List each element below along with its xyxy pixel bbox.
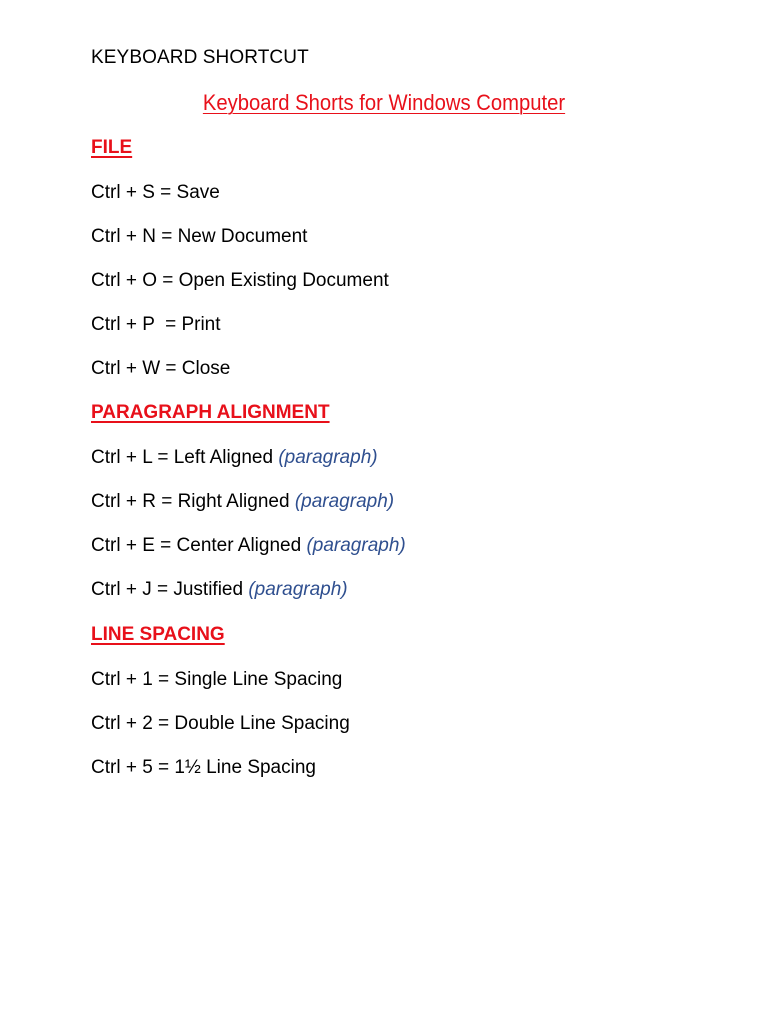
shortcut-line — [91, 182, 220, 204]
shortcut-line — [91, 447, 378, 469]
shortcut-text: Ctrl + S = Save — [91, 182, 220, 203]
shortcut-line — [91, 270, 389, 292]
shortcut-text: Ctrl + O = Open Existing Document — [91, 270, 389, 291]
document-title: Keyboard Shorts for Windows Computer — [202, 90, 566, 115]
shortcut-text: Ctrl + J = Justified — [91, 579, 249, 600]
section-heading-file: FILE — [91, 137, 133, 158]
shortcut-line — [91, 579, 348, 601]
document-label: KEYBOARD SHORTCUT — [91, 47, 309, 68]
shortcut-text: Ctrl + E = Center Aligned — [91, 535, 307, 556]
shortcut-text: Ctrl + N = New Document — [91, 226, 308, 247]
shortcut-line — [91, 757, 316, 779]
shortcut-text: Ctrl + R = Right Aligned — [91, 491, 295, 512]
shortcut-note: (paragraph) — [306, 535, 406, 556]
shortcut-text: Ctrl + 5 = 1½ Line Spacing — [91, 757, 316, 778]
shortcut-note: (paragraph) — [248, 579, 348, 600]
shortcut-line — [91, 535, 406, 557]
shortcut-note: (paragraph) — [278, 447, 378, 468]
shortcut-text: Ctrl + W = Close — [91, 358, 231, 379]
section-heading-paragraph-alignment: PARAGRAPH ALIGNMENT — [91, 402, 330, 423]
shortcut-line — [91, 358, 230, 380]
shortcut-line — [91, 713, 350, 735]
shortcut-line — [91, 314, 221, 336]
shortcut-text: Ctrl + L = Left Aligned — [91, 447, 279, 468]
shortcut-line — [91, 491, 394, 513]
shortcut-text: Ctrl + 1 = Single Line Spacing — [91, 669, 343, 690]
shortcut-text: Ctrl + 2 = Double Line Spacing — [91, 713, 350, 734]
section-heading-line-spacing: LINE SPACING — [91, 624, 225, 645]
shortcut-text: Ctrl + P = Print — [91, 314, 221, 335]
shortcut-note: (paragraph) — [294, 491, 395, 512]
shortcut-line — [91, 226, 307, 248]
shortcut-line — [91, 669, 342, 691]
